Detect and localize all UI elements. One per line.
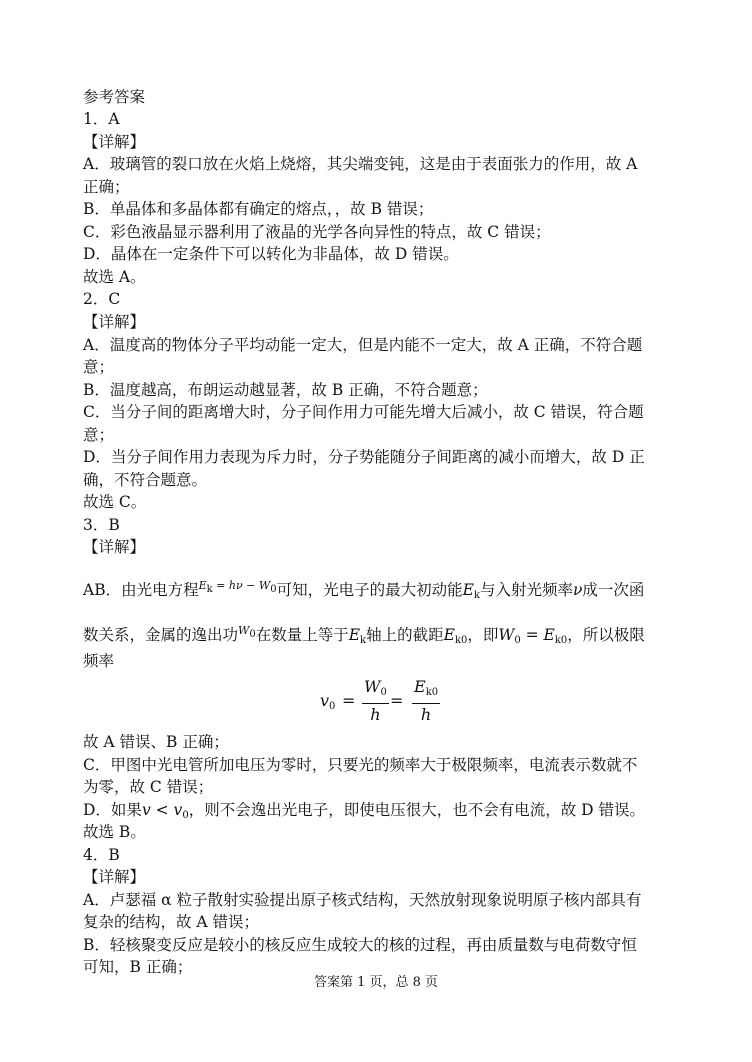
detail-heading: 【详解】: [83, 313, 146, 331]
page-footer: 答案第 1 页，总 8 页: [313, 975, 439, 990]
answer-line: 意；: [83, 358, 115, 376]
answer-line: D．当分子间作用力表现为斥力时，分子势能随分子间距离的减小而增大，故 D 正: [83, 448, 645, 466]
answer-line: 故选 A。: [83, 268, 146, 286]
answer-line: 复杂的结构，故 A 错误；: [83, 913, 260, 931]
answer-line-equation: D．如果$v < v_0$，则不会逸出光电子，即使电压很大，也不会有电流，故 D 错误。: [83, 801, 645, 821]
answer-line: 确，不符合题意。: [83, 471, 208, 489]
answer-line: 故选 B。: [83, 823, 146, 841]
answer-line: C．彩色液晶显示器利用了液晶的光学各向异性的特点，故 C 错误；: [83, 223, 551, 241]
answer-line: 频率: [83, 652, 115, 670]
question-number: 4．B: [83, 846, 120, 864]
fraction-w0-over-h: $\frac{W_0}{h}$: [364, 677, 387, 724]
answer-line: 为零，故 C 错误；: [83, 778, 214, 796]
threshold-frequency-formula: $v_0$ = $\frac{W_0}{h}$ = $\frac{E_{k0}}{h}$: [320, 677, 439, 724]
answer-line: B．轻核聚变反应是较小的核反应生成较大的核的过程，再由质量数与电荷数守恒: [83, 936, 637, 954]
question-number: 1．A: [83, 110, 120, 128]
detail-heading: 【详解】: [83, 538, 146, 556]
answer-line: 故选 C。: [83, 493, 147, 511]
fraction-ek0-over-h: $\frac{E_{k0}}{h}$: [414, 677, 439, 724]
answer-line: D．晶体在一定条件下可以转化为非晶体，故 D 错误。: [83, 245, 459, 263]
answer-line: 意；: [83, 426, 115, 444]
answer-line: C．当分子间的距离增大时，分子间作用力可能先增大后减小，故 C 错误，符合题: [83, 403, 644, 421]
answer-line: A．卢瑟福 α 粒子散射实验提出原子核式结构，天然放射现象说明原子核内部具有: [83, 891, 642, 909]
photoelectric-equation: Ek = hν − W0: [198, 579, 277, 595]
page-title: 参考答案: [83, 88, 146, 106]
answer-line-equation: AB．由光电方程$^{Ek = h\nu - W0}$可知，光电子的最大初动能$E_k$与入射光频率ν成一次函: [83, 579, 645, 601]
answer-line-equation: 数关系，金属的逸出功$^{W0}$在数量上等于$E_k$轴上的截距$E_{k0}$，即$W_0 = E_{k0}$，所以极限: [83, 624, 645, 646]
answer-line: 故 A 错误、B 正确；: [83, 733, 229, 751]
answer-line: B．温度越高，布朗运动越显著，故 B 正确，不符合题意；: [83, 381, 488, 399]
detail-heading: 【详解】: [83, 868, 146, 886]
answer-line: B．单晶体和多晶体都有确定的熔点，，故 B 错误；: [83, 200, 434, 218]
answer-line: A．玻璃管的裂口放在火焰上烧熔，其尖端变钝，这是由于表面张力的作用，故 A: [83, 155, 638, 173]
answer-line: 可知，B 正确；: [83, 958, 193, 976]
question-number: 2．C: [83, 290, 121, 308]
answer-line: A．温度高的物体分子平均动能一定大，但是内能不一定大，故 A 正确，不符合题: [83, 336, 643, 354]
question-number: 3．B: [83, 516, 120, 534]
answer-line: 正确；: [83, 178, 130, 196]
detail-heading: 【详解】: [83, 133, 146, 151]
answer-line: C．甲图中光电管所加电压为零时，只要光的频率大于极限频率，电流表示数就不: [83, 756, 638, 774]
